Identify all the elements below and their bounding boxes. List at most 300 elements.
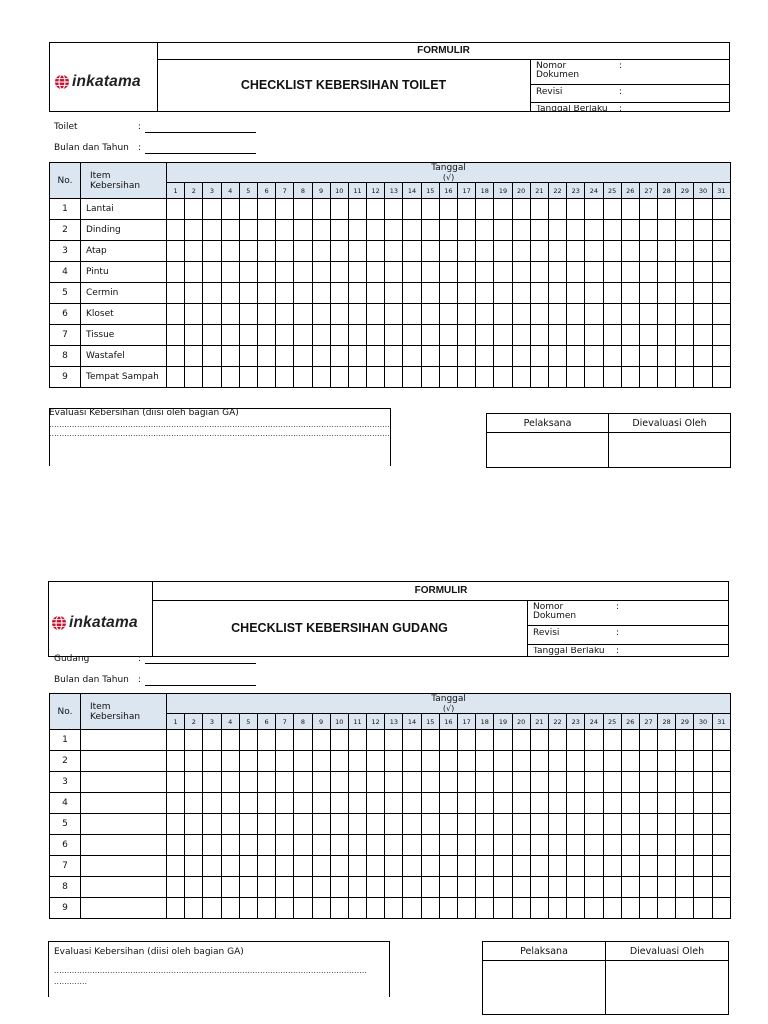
check-cell[interactable] (676, 283, 694, 304)
evaluation-dots[interactable]: ...................................................................................................................................... (49, 429, 390, 438)
check-cell[interactable] (185, 325, 203, 346)
check-cell[interactable] (276, 241, 294, 262)
check-cell[interactable] (185, 856, 203, 877)
check-cell[interactable] (494, 283, 512, 304)
check-cell[interactable] (348, 793, 366, 814)
check-cell[interactable] (639, 241, 657, 262)
check-cell[interactable] (348, 283, 366, 304)
check-cell[interactable] (439, 856, 457, 877)
check-cell[interactable] (312, 730, 330, 751)
check-cell[interactable] (167, 199, 185, 220)
check-cell[interactable] (494, 241, 512, 262)
check-cell[interactable] (712, 772, 731, 793)
check-cell[interactable] (294, 835, 312, 856)
evaluation-dots[interactable]: ........................................................................................................................... (54, 966, 367, 975)
check-cell[interactable] (676, 772, 694, 793)
check-cell[interactable] (458, 367, 476, 388)
check-cell[interactable] (530, 898, 548, 919)
check-cell[interactable] (658, 325, 676, 346)
check-cell[interactable] (221, 751, 239, 772)
check-cell[interactable] (639, 814, 657, 835)
check-cell[interactable] (621, 304, 639, 325)
check-cell[interactable] (603, 814, 621, 835)
check-cell[interactable] (712, 898, 731, 919)
check-cell[interactable] (294, 346, 312, 367)
check-cell[interactable] (348, 346, 366, 367)
check-cell[interactable] (621, 772, 639, 793)
check-cell[interactable] (167, 730, 185, 751)
check-cell[interactable] (439, 751, 457, 772)
check-cell[interactable] (530, 367, 548, 388)
check-cell[interactable] (512, 262, 530, 283)
check-cell[interactable] (294, 877, 312, 898)
check-cell[interactable] (530, 262, 548, 283)
evaluation-dots[interactable]: ...................................................................................................................................... (49, 420, 390, 429)
check-cell[interactable] (312, 814, 330, 835)
check-cell[interactable] (403, 730, 421, 751)
check-cell[interactable] (567, 241, 585, 262)
check-cell[interactable] (567, 367, 585, 388)
check-cell[interactable] (585, 220, 603, 241)
check-cell[interactable] (257, 262, 275, 283)
check-cell[interactable] (530, 304, 548, 325)
check-cell[interactable] (458, 346, 476, 367)
check-cell[interactable] (530, 283, 548, 304)
check-cell[interactable] (567, 262, 585, 283)
check-cell[interactable] (276, 814, 294, 835)
check-cell[interactable] (421, 367, 439, 388)
check-cell[interactable] (512, 751, 530, 772)
check-cell[interactable] (439, 220, 457, 241)
check-cell[interactable] (476, 367, 494, 388)
check-cell[interactable] (203, 220, 221, 241)
check-cell[interactable] (167, 751, 185, 772)
check-cell[interactable] (548, 367, 566, 388)
check-cell[interactable] (330, 199, 348, 220)
check-cell[interactable] (603, 325, 621, 346)
check-cell[interactable] (494, 304, 512, 325)
check-cell[interactable] (458, 877, 476, 898)
check-cell[interactable] (712, 220, 731, 241)
check-cell[interactable] (167, 877, 185, 898)
check-cell[interactable] (548, 772, 566, 793)
check-cell[interactable] (167, 835, 185, 856)
check-cell[interactable] (567, 772, 585, 793)
check-cell[interactable] (494, 772, 512, 793)
check-cell[interactable] (458, 199, 476, 220)
check-cell[interactable] (530, 856, 548, 877)
check-cell[interactable] (639, 367, 657, 388)
check-cell[interactable] (476, 283, 494, 304)
check-cell[interactable] (276, 199, 294, 220)
check-cell[interactable] (548, 877, 566, 898)
row-item-label[interactable] (81, 835, 167, 856)
check-cell[interactable] (603, 220, 621, 241)
check-cell[interactable] (458, 793, 476, 814)
check-cell[interactable] (458, 898, 476, 919)
check-cell[interactable] (312, 283, 330, 304)
check-cell[interactable] (185, 262, 203, 283)
check-cell[interactable] (421, 241, 439, 262)
check-cell[interactable] (676, 304, 694, 325)
check-cell[interactable] (239, 856, 257, 877)
check-cell[interactable] (512, 772, 530, 793)
check-cell[interactable] (676, 835, 694, 856)
check-cell[interactable] (548, 751, 566, 772)
check-cell[interactable] (330, 877, 348, 898)
check-cell[interactable] (676, 730, 694, 751)
check-cell[interactable] (367, 898, 385, 919)
check-cell[interactable] (694, 772, 712, 793)
dievaluasi-signature[interactable] (609, 433, 731, 468)
check-cell[interactable] (658, 898, 676, 919)
check-cell[interactable] (494, 199, 512, 220)
check-cell[interactable] (458, 262, 476, 283)
check-cell[interactable] (476, 262, 494, 283)
check-cell[interactable] (367, 751, 385, 772)
check-cell[interactable] (512, 814, 530, 835)
check-cell[interactable] (585, 367, 603, 388)
check-cell[interactable] (585, 793, 603, 814)
check-cell[interactable] (239, 241, 257, 262)
check-cell[interactable] (458, 814, 476, 835)
check-cell[interactable] (548, 220, 566, 241)
check-cell[interactable] (330, 346, 348, 367)
check-cell[interactable] (494, 730, 512, 751)
check-cell[interactable] (276, 262, 294, 283)
check-cell[interactable] (585, 730, 603, 751)
row-item-label[interactable] (81, 814, 167, 835)
check-cell[interactable] (348, 220, 366, 241)
check-cell[interactable] (585, 856, 603, 877)
check-cell[interactable] (621, 283, 639, 304)
check-cell[interactable] (639, 856, 657, 877)
check-cell[interactable] (694, 346, 712, 367)
check-cell[interactable] (312, 346, 330, 367)
check-cell[interactable] (403, 856, 421, 877)
check-cell[interactable] (257, 346, 275, 367)
check-cell[interactable] (439, 346, 457, 367)
check-cell[interactable] (658, 304, 676, 325)
check-cell[interactable] (512, 793, 530, 814)
check-cell[interactable] (658, 793, 676, 814)
check-cell[interactable] (712, 730, 731, 751)
check-cell[interactable] (603, 793, 621, 814)
check-cell[interactable] (567, 730, 585, 751)
check-cell[interactable] (185, 730, 203, 751)
check-cell[interactable] (658, 220, 676, 241)
check-cell[interactable] (603, 835, 621, 856)
check-cell[interactable] (239, 751, 257, 772)
check-cell[interactable] (421, 325, 439, 346)
check-cell[interactable] (621, 241, 639, 262)
check-cell[interactable] (639, 220, 657, 241)
check-cell[interactable] (294, 199, 312, 220)
check-cell[interactable] (276, 856, 294, 877)
check-cell[interactable] (694, 877, 712, 898)
check-cell[interactable] (203, 325, 221, 346)
check-cell[interactable] (439, 793, 457, 814)
check-cell[interactable] (658, 283, 676, 304)
check-cell[interactable] (712, 325, 731, 346)
check-cell[interactable] (276, 730, 294, 751)
check-cell[interactable] (257, 772, 275, 793)
check-cell[interactable] (221, 814, 239, 835)
check-cell[interactable] (167, 325, 185, 346)
check-cell[interactable] (203, 898, 221, 919)
check-cell[interactable] (567, 898, 585, 919)
check-cell[interactable] (330, 835, 348, 856)
check-cell[interactable] (621, 835, 639, 856)
check-cell[interactable] (694, 814, 712, 835)
check-cell[interactable] (585, 304, 603, 325)
check-cell[interactable] (203, 856, 221, 877)
check-cell[interactable] (221, 220, 239, 241)
check-cell[interactable] (239, 262, 257, 283)
check-cell[interactable] (658, 772, 676, 793)
check-cell[interactable] (330, 304, 348, 325)
check-cell[interactable] (294, 325, 312, 346)
check-cell[interactable] (494, 814, 512, 835)
check-cell[interactable] (367, 241, 385, 262)
check-cell[interactable] (530, 814, 548, 835)
check-cell[interactable] (276, 346, 294, 367)
check-cell[interactable] (658, 877, 676, 898)
check-cell[interactable] (385, 262, 403, 283)
check-cell[interactable] (221, 304, 239, 325)
check-cell[interactable] (294, 793, 312, 814)
check-cell[interactable] (512, 856, 530, 877)
check-cell[interactable] (712, 877, 731, 898)
check-cell[interactable] (639, 793, 657, 814)
check-cell[interactable] (257, 367, 275, 388)
check-cell[interactable] (421, 751, 439, 772)
check-cell[interactable] (348, 814, 366, 835)
check-cell[interactable] (185, 772, 203, 793)
check-cell[interactable] (257, 835, 275, 856)
check-cell[interactable] (621, 751, 639, 772)
check-cell[interactable] (312, 835, 330, 856)
check-cell[interactable] (494, 325, 512, 346)
check-cell[interactable] (221, 262, 239, 283)
check-cell[interactable] (548, 325, 566, 346)
check-cell[interactable] (385, 346, 403, 367)
check-cell[interactable] (385, 325, 403, 346)
check-cell[interactable] (658, 241, 676, 262)
check-cell[interactable] (385, 730, 403, 751)
check-cell[interactable] (185, 367, 203, 388)
check-cell[interactable] (712, 856, 731, 877)
check-cell[interactable] (567, 856, 585, 877)
check-cell[interactable] (439, 730, 457, 751)
check-cell[interactable] (439, 367, 457, 388)
check-cell[interactable] (403, 751, 421, 772)
check-cell[interactable] (185, 835, 203, 856)
check-cell[interactable] (530, 220, 548, 241)
check-cell[interactable] (421, 814, 439, 835)
check-cell[interactable] (276, 877, 294, 898)
check-cell[interactable] (367, 730, 385, 751)
check-cell[interactable] (512, 241, 530, 262)
check-cell[interactable] (312, 751, 330, 772)
check-cell[interactable] (421, 199, 439, 220)
check-cell[interactable] (694, 835, 712, 856)
check-cell[interactable] (239, 730, 257, 751)
check-cell[interactable] (476, 856, 494, 877)
check-cell[interactable] (476, 751, 494, 772)
check-cell[interactable] (639, 262, 657, 283)
check-cell[interactable] (403, 304, 421, 325)
check-cell[interactable] (221, 367, 239, 388)
check-cell[interactable] (239, 814, 257, 835)
check-cell[interactable] (167, 220, 185, 241)
check-cell[interactable] (367, 199, 385, 220)
check-cell[interactable] (167, 346, 185, 367)
check-cell[interactable] (676, 751, 694, 772)
check-cell[interactable] (512, 898, 530, 919)
check-cell[interactable] (567, 877, 585, 898)
check-cell[interactable] (257, 730, 275, 751)
check-cell[interactable] (476, 346, 494, 367)
check-cell[interactable] (239, 772, 257, 793)
check-cell[interactable] (312, 220, 330, 241)
check-cell[interactable] (530, 346, 548, 367)
check-cell[interactable] (567, 199, 585, 220)
check-cell[interactable] (512, 304, 530, 325)
check-cell[interactable] (276, 304, 294, 325)
check-cell[interactable] (548, 898, 566, 919)
check-cell[interactable] (239, 199, 257, 220)
check-cell[interactable] (167, 283, 185, 304)
check-cell[interactable] (712, 241, 731, 262)
check-cell[interactable] (694, 793, 712, 814)
check-cell[interactable] (203, 304, 221, 325)
check-cell[interactable] (203, 346, 221, 367)
check-cell[interactable] (603, 730, 621, 751)
check-cell[interactable] (621, 346, 639, 367)
check-cell[interactable] (639, 772, 657, 793)
check-cell[interactable] (385, 793, 403, 814)
check-cell[interactable] (585, 283, 603, 304)
check-cell[interactable] (239, 367, 257, 388)
check-cell[interactable] (403, 325, 421, 346)
check-cell[interactable] (167, 793, 185, 814)
check-cell[interactable] (421, 835, 439, 856)
check-cell[interactable] (548, 199, 566, 220)
check-cell[interactable] (476, 772, 494, 793)
check-cell[interactable] (312, 241, 330, 262)
check-cell[interactable] (439, 898, 457, 919)
check-cell[interactable] (348, 835, 366, 856)
bulan-tahun-field[interactable]: Bulan dan Tahun (54, 143, 129, 153)
check-cell[interactable] (367, 262, 385, 283)
check-cell[interactable] (167, 304, 185, 325)
check-cell[interactable] (221, 241, 239, 262)
check-cell[interactable] (203, 772, 221, 793)
check-cell[interactable] (330, 772, 348, 793)
check-cell[interactable] (403, 898, 421, 919)
check-cell[interactable] (403, 877, 421, 898)
check-cell[interactable] (676, 877, 694, 898)
check-cell[interactable] (603, 241, 621, 262)
toilet-underline[interactable] (145, 132, 256, 133)
check-cell[interactable] (530, 751, 548, 772)
check-cell[interactable] (203, 730, 221, 751)
check-cell[interactable] (585, 325, 603, 346)
check-cell[interactable] (639, 304, 657, 325)
check-cell[interactable] (676, 262, 694, 283)
check-cell[interactable] (221, 793, 239, 814)
check-cell[interactable] (367, 772, 385, 793)
evaluation-dots[interactable]: ............. (54, 977, 88, 986)
check-cell[interactable] (403, 241, 421, 262)
check-cell[interactable] (603, 283, 621, 304)
check-cell[interactable] (476, 304, 494, 325)
check-cell[interactable] (330, 814, 348, 835)
check-cell[interactable] (167, 814, 185, 835)
check-cell[interactable] (239, 283, 257, 304)
check-cell[interactable] (257, 241, 275, 262)
check-cell[interactable] (239, 877, 257, 898)
gudang-field[interactable]: Gudang (54, 654, 90, 663)
dievaluasi-signature[interactable] (606, 961, 729, 1015)
check-cell[interactable] (421, 220, 439, 241)
check-cell[interactable] (530, 793, 548, 814)
check-cell[interactable] (712, 793, 731, 814)
check-cell[interactable] (567, 220, 585, 241)
check-cell[interactable] (421, 772, 439, 793)
check-cell[interactable] (185, 304, 203, 325)
check-cell[interactable] (494, 856, 512, 877)
check-cell[interactable] (439, 772, 457, 793)
check-cell[interactable] (348, 304, 366, 325)
check-cell[interactable] (548, 835, 566, 856)
check-cell[interactable] (621, 898, 639, 919)
check-cell[interactable] (167, 241, 185, 262)
check-cell[interactable] (639, 730, 657, 751)
check-cell[interactable] (367, 367, 385, 388)
check-cell[interactable] (312, 856, 330, 877)
check-cell[interactable] (621, 877, 639, 898)
check-cell[interactable] (385, 898, 403, 919)
check-cell[interactable] (348, 772, 366, 793)
check-cell[interactable] (658, 346, 676, 367)
check-cell[interactable] (621, 814, 639, 835)
check-cell[interactable] (658, 751, 676, 772)
check-cell[interactable] (676, 220, 694, 241)
check-cell[interactable] (294, 772, 312, 793)
check-cell[interactable] (458, 856, 476, 877)
check-cell[interactable] (585, 835, 603, 856)
check-cell[interactable] (658, 730, 676, 751)
check-cell[interactable] (421, 304, 439, 325)
check-cell[interactable] (385, 835, 403, 856)
check-cell[interactable] (621, 856, 639, 877)
check-cell[interactable] (203, 835, 221, 856)
check-cell[interactable] (185, 898, 203, 919)
check-cell[interactable] (239, 835, 257, 856)
check-cell[interactable] (403, 199, 421, 220)
check-cell[interactable] (712, 367, 731, 388)
check-cell[interactable] (694, 220, 712, 241)
check-cell[interactable] (694, 898, 712, 919)
check-cell[interactable] (621, 199, 639, 220)
check-cell[interactable] (476, 325, 494, 346)
check-cell[interactable] (567, 283, 585, 304)
check-cell[interactable] (294, 262, 312, 283)
check-cell[interactable] (512, 325, 530, 346)
check-cell[interactable] (167, 262, 185, 283)
